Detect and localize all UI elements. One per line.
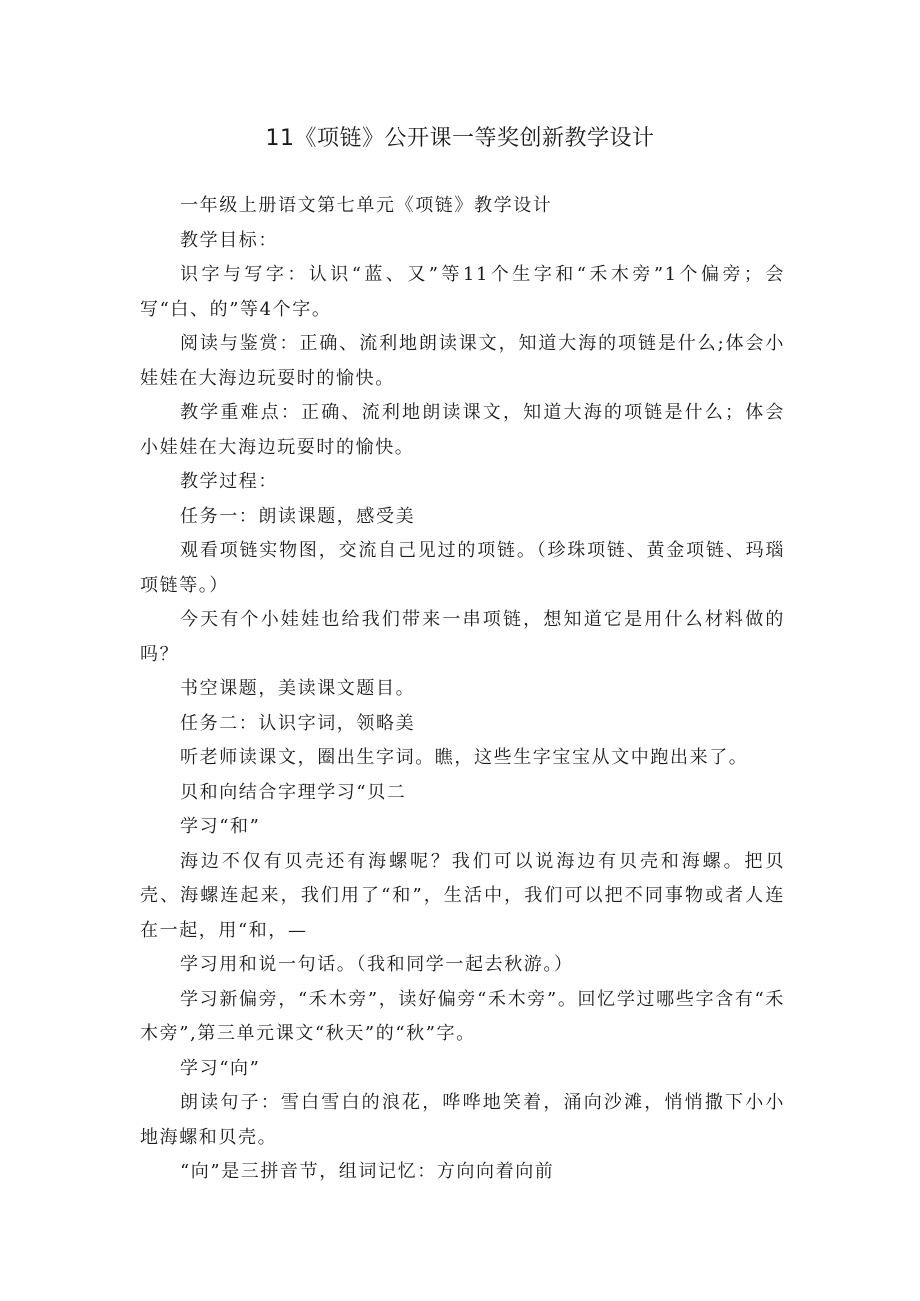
paragraph-necklace-pictures: 观看项链实物图，交流自己见过的项链。（珍珠项链、黄金项链、玛瑙项链等。） (140, 540, 785, 596)
paragraph-unit-heading: 一年级上册语文第七单元《项链》教学设计 (180, 195, 553, 216)
paragraph-task-two: 任务二：认识字词，领略美 (180, 712, 416, 734)
paragraph-learn-xiang: 学习“向” (180, 1057, 261, 1079)
paragraph-learn-he: 学习“和” (180, 816, 261, 837)
paragraph-process-heading: 教学过程： (180, 471, 278, 492)
paragraph-he-sentence: 学习用和说一句话。（我和同学一起去秋游。） (180, 954, 574, 975)
paragraph-task-one: 任务一：朗读课题，感受美 (180, 505, 416, 527)
paragraph-bei-xiang: 贝和向结合字理学习“贝二 (180, 781, 407, 803)
paragraph-goals-heading: 教学目标： (180, 229, 278, 251)
paragraph-reading-goal: 阅读与鉴赏：正确、流利地朗读课文，知道大海的项链是什么;体会小娃娃在大海边玩耍时的愉快。 (140, 333, 785, 389)
document-body (140, 189, 785, 1190)
paragraph-shells-conch: 海边不仅有贝壳还有海螺呢？我们可以说海边有贝壳和海螺。把贝壳、海螺连起来，我们用了“和”，生活中，我们可以把不同事物或者人连在一起，用“和，— (140, 850, 785, 941)
paragraph-new-radical: 学习新偏旁，“禾木旁”，读好偏旁“禾木旁”。回忆学过哪些字含有“禾木旁”,第三单元课文“秋天”的“秋”字。 (140, 988, 785, 1044)
paragraph-necklace-question: 今天有个小娃娃也给我们带来一串项链，想知道它是用什么材料做的吗？ (140, 609, 785, 665)
paragraph-read-sentence: 朗读句子：雪白雪白的浪花，哗哗地笑着，涌向沙滩，悄悄撒下小小地海螺和贝壳。 (140, 1092, 785, 1148)
paragraph-listen-teacher: 听老师读课文，圈出生字词。瞧，这些生字宝宝从文中跑出来了。 (180, 747, 749, 768)
paragraph-xiang-words: “向”是三拼音节，组词记忆：方向向着向前 (180, 1161, 555, 1182)
paragraph-write-title: 书空课题，美读课文题目。 (180, 678, 416, 699)
paragraph-literacy-goal: 识字与写字：认识“蓝、又”等11个生字和“禾木旁”1个偏旁；会写“白、的”等4个字。 (140, 264, 785, 320)
paragraph-key-points: 教学重难点：正确、流利地朗读课文，知道大海的项链是什么；体会小娃娃在大海边玩耍时的愉快。 (140, 402, 785, 458)
document-title: 11《项链》公开课一等奖创新教学设计 (265, 126, 655, 151)
